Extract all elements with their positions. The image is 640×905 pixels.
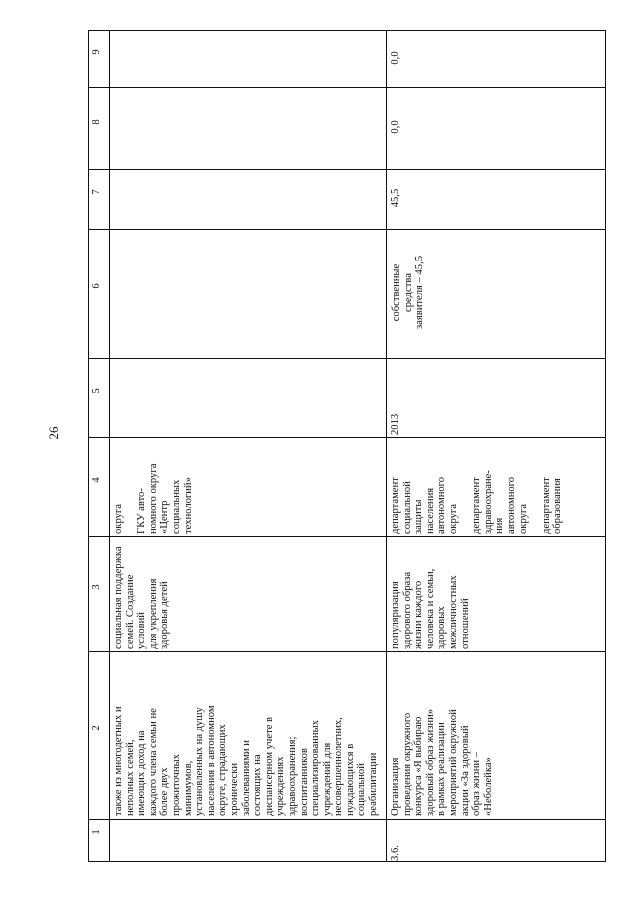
- text-line: «Центр: [159, 500, 171, 534]
- text-line: для укрепления: [147, 578, 159, 649]
- text-line: департамент: [540, 477, 552, 534]
- text-line: департамент: [471, 477, 483, 534]
- text-line: округа: [517, 504, 529, 534]
- text-line: номного округа: [147, 463, 159, 534]
- row1-goal-text: [113, 536, 171, 649]
- row2-col7-cell: [387, 169, 607, 229]
- text-line: заявителя – 45,5: [414, 255, 426, 330]
- text-line: учреждениях: [275, 756, 287, 816]
- row2-col8-text: 0,0: [390, 120, 401, 134]
- text-line: департамент: [390, 477, 401, 534]
- header-cell-6: 6: [91, 283, 102, 289]
- text-line: также из многодетных и: [113, 706, 124, 816]
- text-line: имеющих доход на: [136, 730, 148, 816]
- row2-num-cell: [387, 819, 607, 863]
- text-line: округе, страдающих: [217, 724, 229, 816]
- text-line: Организация: [390, 757, 401, 816]
- text-line: неполных семей,: [124, 739, 136, 816]
- row2-col9-text: 0,0: [390, 51, 401, 65]
- text-line: установленных на душу: [194, 707, 206, 816]
- text-line: семей. Создание: [124, 574, 136, 649]
- text-line: мероприятий окружной: [447, 709, 459, 816]
- row2-executor-cell: [387, 437, 607, 536]
- row2-source-cell: [387, 229, 607, 358]
- text-line: акции «За здоровый: [459, 725, 471, 816]
- row2-goal-cell: [387, 536, 607, 651]
- text-line: ния: [494, 517, 506, 534]
- text-line: конкурса «Я выбираю: [413, 716, 425, 816]
- row2-num-text: 3.6.: [390, 845, 401, 861]
- header-cell-1: 1: [91, 829, 102, 835]
- text-line: хронически: [228, 762, 240, 816]
- row2-col9-cell: [387, 31, 607, 87]
- text-line: населения: [424, 487, 436, 534]
- text-line: прожиточных: [170, 754, 182, 816]
- header-cell-9: 9: [91, 49, 102, 55]
- text-line: здоровый образ жизни»: [424, 708, 436, 816]
- text-line: защиты: [413, 499, 425, 534]
- text-line: человека и семьи,: [424, 568, 436, 649]
- text-line: собственные: [391, 263, 402, 322]
- text-line: средства: [402, 273, 414, 312]
- header-cell-7: 7: [91, 189, 102, 195]
- text-line: условий: [136, 612, 148, 649]
- text-line: нуждающихся в: [344, 743, 356, 816]
- text-line: отношений: [459, 598, 471, 649]
- text-line: населения в автономном: [205, 705, 217, 816]
- header-cell-2: 2: [91, 725, 102, 731]
- text-line: здравоохране-: [482, 470, 494, 534]
- header-cell-8: 8: [91, 119, 102, 125]
- text-line: здоровья детей: [159, 581, 171, 649]
- header-cell-3: 3: [91, 584, 102, 590]
- row1-goal-cell: [110, 536, 386, 651]
- text-line: «Неболейка»: [482, 757, 494, 816]
- text-line: образования: [552, 478, 564, 534]
- text-line: [460, 437, 472, 534]
- text-line: популяризация: [390, 581, 401, 649]
- row2-event-text: [390, 651, 494, 816]
- row2-col7-text: 45,5: [390, 188, 401, 208]
- row1-event-cell: [110, 651, 386, 819]
- text-line: [529, 437, 541, 534]
- text-line: каждого члена семьи не: [147, 708, 159, 816]
- text-line: округа: [113, 504, 124, 534]
- text-line: более двух: [159, 767, 171, 816]
- row1-event-text: [113, 651, 380, 816]
- text-line: социальной: [401, 481, 413, 534]
- text-line: здравоохранения;: [286, 736, 298, 816]
- text-line: здорового образа: [401, 571, 413, 649]
- text-line: воспитанников: [298, 748, 310, 816]
- row1-executor-text: [113, 437, 194, 534]
- header-cell-5: 5: [91, 388, 102, 394]
- text-line: социальных: [170, 479, 182, 534]
- text-line: жизни каждого: [413, 580, 425, 649]
- text-line: [125, 437, 137, 534]
- text-line: минимумов,: [182, 760, 194, 816]
- text-line: технологий»: [182, 477, 194, 534]
- text-line: диспансерном учете в: [263, 716, 275, 816]
- row2-executor-text: [390, 437, 564, 534]
- row1-executor-cell: [110, 437, 386, 536]
- text-line: реабилитации: [368, 752, 380, 816]
- text-line: специализированных: [310, 720, 322, 816]
- text-line: социальной: [356, 763, 368, 816]
- text-line: несовершеннолетних,: [333, 717, 345, 816]
- text-line: состоящих на: [252, 754, 264, 816]
- text-line: автономного: [505, 476, 517, 534]
- text-line: округа: [447, 504, 459, 534]
- row2-event-cell: [387, 651, 607, 819]
- text-line: межличностных: [447, 575, 459, 649]
- row2-year-cell: [387, 358, 607, 437]
- row2-year-text: 2013: [390, 413, 401, 435]
- text-line: учреждений для: [321, 742, 333, 816]
- text-line: проведения окружного: [401, 712, 413, 816]
- row2-col8-cell: [387, 87, 607, 169]
- text-line: образ жизни –: [471, 752, 483, 816]
- row2-source-text: [391, 229, 426, 356]
- text-line: в рамках реализации: [436, 722, 448, 816]
- text-line: автономного: [436, 476, 448, 534]
- page-number: 26: [46, 426, 61, 440]
- text-line: ГКУ авто-: [136, 488, 148, 534]
- text-line: социальная поддержка: [113, 546, 124, 649]
- program-table: [88, 30, 606, 862]
- text-line: заболеваниями и: [240, 740, 252, 816]
- text-line: здоровых: [436, 606, 448, 649]
- header-cell-4: 4: [91, 477, 102, 483]
- row2-goal-text: [390, 536, 471, 649]
